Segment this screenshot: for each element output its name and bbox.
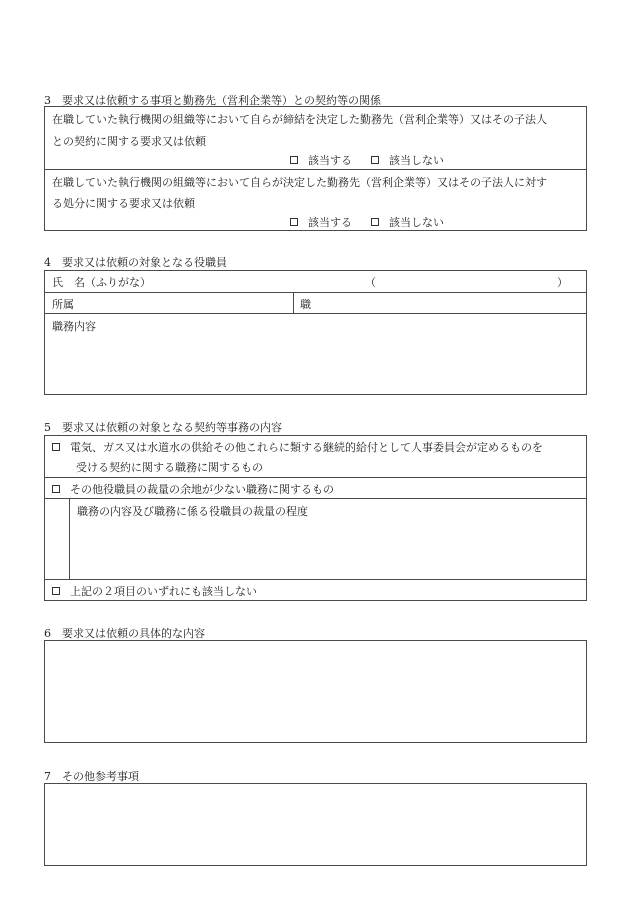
item2-detail-row <box>45 498 586 579</box>
furigana-paren-close: ） <box>557 276 568 289</box>
contract-question-line1: 在職していた執行機関の組織等において自らが締結を決定した勤務先（営利企業等）又はその子法人 <box>52 113 547 126</box>
duties-row[interactable] <box>45 313 586 394</box>
affiliation-position-divider <box>293 293 294 313</box>
disposition-question-line2: る処分に関する要求又は依頼 <box>52 197 195 210</box>
contract-question-line2: との契約に関する要求又は依頼 <box>52 135 206 148</box>
section3-row-disposition <box>45 169 586 230</box>
section6-heading: 6 要求又は依頼の具体的な内容 <box>44 627 205 640</box>
contract-yes-label: 該当する <box>308 154 352 167</box>
item3-checkbox[interactable] <box>52 587 60 595</box>
contract-no-label: 該当しない <box>389 154 444 167</box>
duties-label: 職務内容 <box>52 320 96 333</box>
item1-text-line1: 電気、ガス又は水道水の供給その他これらに類する継続的給付として人事委員会が定めるものを <box>70 441 543 454</box>
contract-answer-options <box>290 152 444 168</box>
name-label: 氏 名（ふりがな） <box>52 276 151 289</box>
disposition-no-label: 該当しない <box>389 216 444 229</box>
item2-line <box>52 481 334 497</box>
section5-table <box>44 435 587 601</box>
item2-text: その他役職員の裁量の余地が少ない職務に関するもの <box>70 483 334 496</box>
section6-content-box[interactable] <box>44 640 587 743</box>
section3-heading: 3 要求又は依頼する事項と勤務先（営利企業等）との契約等の関係 <box>44 94 381 107</box>
section3-table <box>44 106 587 231</box>
affiliation-row <box>45 292 586 313</box>
contract-no-checkbox[interactable] <box>371 156 379 164</box>
furigana-paren-open: （ <box>365 276 376 289</box>
section4-table <box>44 270 587 395</box>
item1-line1 <box>52 439 543 455</box>
section5-heading: 5 要求又は依頼の対象となる契約等事務の内容 <box>44 421 282 434</box>
affiliation-label: 所属 <box>52 298 74 311</box>
section4-heading: 4 要求又は依頼の対象となる役職員 <box>44 256 227 269</box>
item2-checkbox[interactable] <box>52 485 60 493</box>
contract-yes-checkbox[interactable] <box>290 156 298 164</box>
disposition-yes-label: 該当する <box>308 216 352 229</box>
disposition-no-checkbox[interactable] <box>371 218 379 226</box>
position-label: 職 <box>300 298 311 311</box>
name-row <box>45 271 586 292</box>
item3-text: 上記の２項目のいずれにも該当しない <box>70 585 257 598</box>
item1-text-line2: 受ける契約に関する職務に関するもの <box>76 461 263 474</box>
item3-row <box>45 579 586 600</box>
disposition-question-line1: 在職していた執行機関の組織等において自らが決定した勤務先（営利企業等）又はその子法人に対す <box>52 176 547 189</box>
disposition-answer-options <box>290 214 444 230</box>
item1-row <box>45 436 586 477</box>
section3-row-contract <box>45 107 586 169</box>
item2-detail-box[interactable] <box>69 499 586 579</box>
item3-line <box>52 583 257 599</box>
disposition-yes-checkbox[interactable] <box>290 218 298 226</box>
item2-detail-label: 職務の内容及び職務に係る役職員の裁量の程度 <box>77 505 308 518</box>
section7-content-box[interactable] <box>44 783 587 866</box>
item2-row <box>45 477 586 498</box>
item1-checkbox[interactable] <box>52 443 60 451</box>
section7-heading: 7 その他参考事項 <box>44 770 139 783</box>
